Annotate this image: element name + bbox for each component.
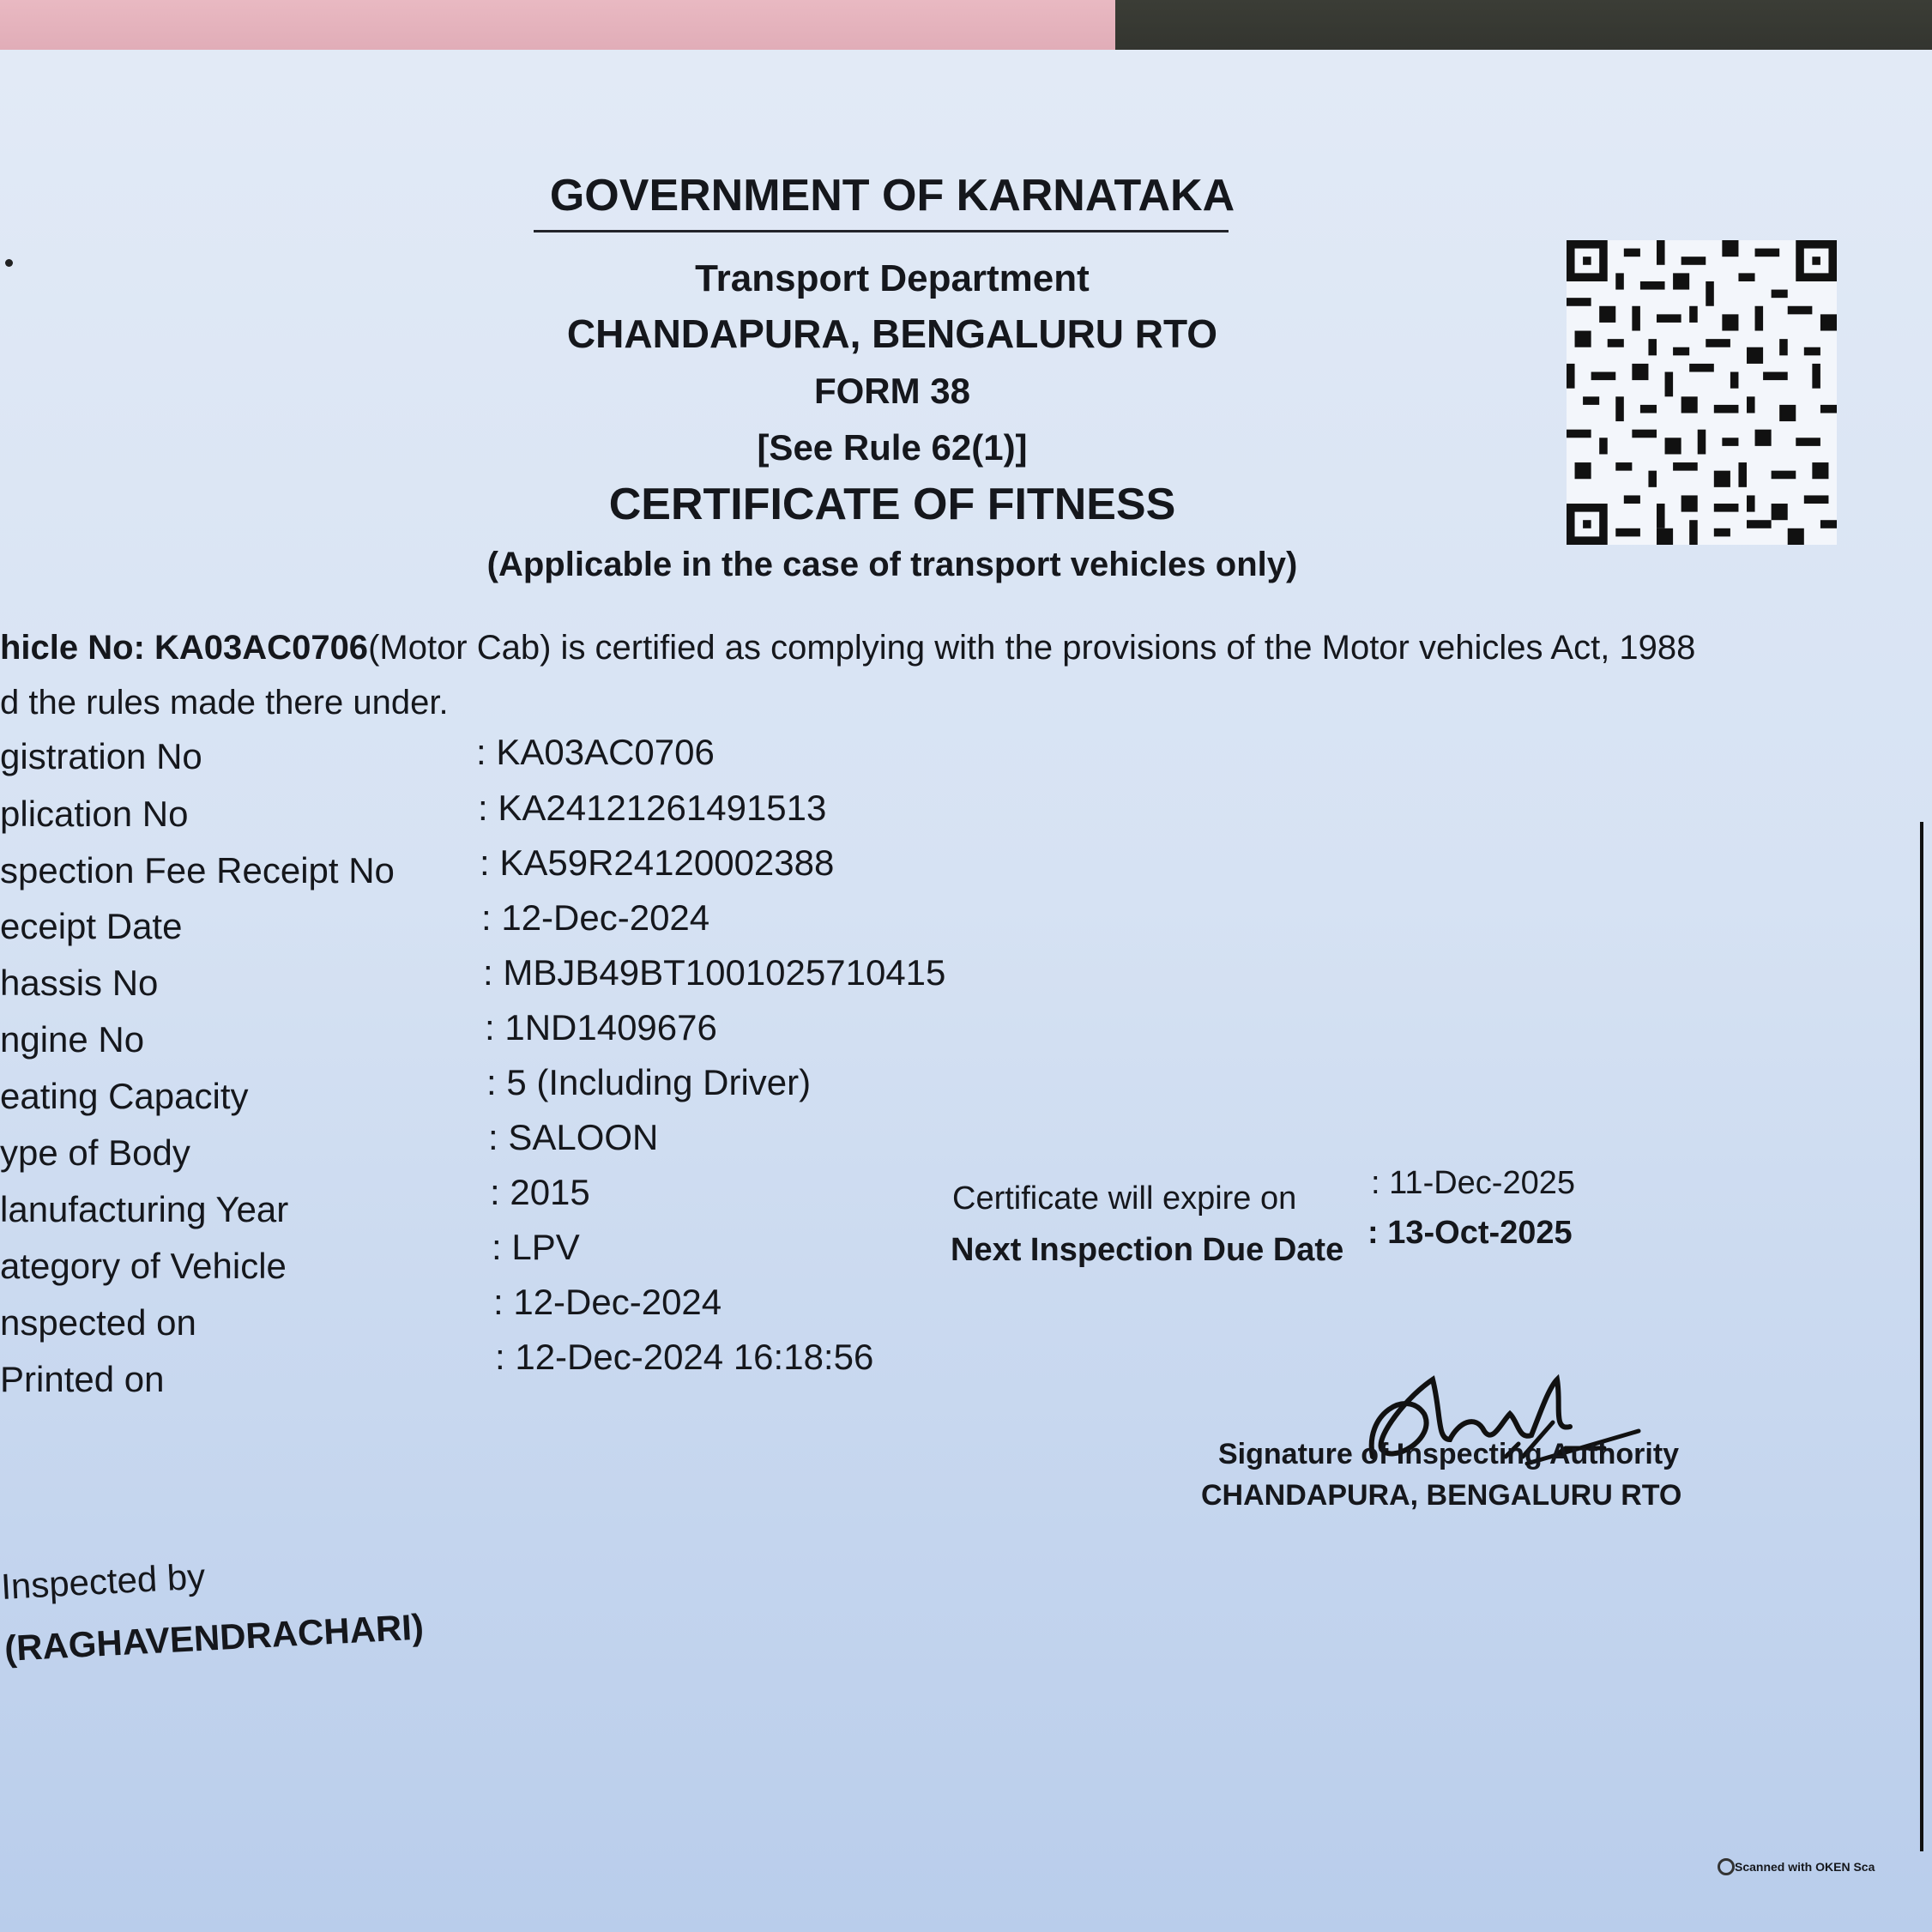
form-number: FORM 38	[813, 371, 971, 411]
field-label-engine-no: ngine No	[0, 1019, 145, 1060]
department-heading: Transport Department	[695, 257, 1090, 299]
certification-statement	[0, 620, 1767, 730]
statement-line-2: d the rules made there under.	[0, 684, 449, 721]
inspected-by-label: Inspected by	[0, 1555, 207, 1607]
field-label-inspection-fee-receipt-no: spection Fee Receipt No	[0, 850, 395, 891]
certificate-title: CERTIFICATE OF FITNESS	[608, 480, 1176, 529]
statement-line-1-rest: (Motor Cab) is certified as complying with the provisions of the Motor vehicles Act, 1988	[368, 629, 1696, 667]
inspector-name: (RAGHAVENDRACHARI)	[3, 1606, 425, 1669]
field-label-manufacturing-year: lanufacturing Year	[0, 1189, 289, 1229]
field-value-printed-on: : 12-Dec-2024 16:18:56	[495, 1337, 874, 1377]
field-value-engine-no: : 1ND1409676	[485, 1007, 717, 1048]
certificate-expiry-value: : 11-Dec-2025	[1371, 1165, 1575, 1201]
field-value-manufacturing-year: : 2015	[490, 1172, 590, 1212]
sheet-edge-shadow	[1920, 822, 1923, 1851]
scanner-watermark: Scanned with OKEN Sca	[1735, 1860, 1875, 1874]
field-value-chassis-no: : MBJB49BT100102571041​5	[483, 952, 946, 993]
signature-authority-office: CHANDAPURA, BENGALURU RTO	[1201, 1479, 1682, 1512]
field-label-inspected-on: nspected on	[0, 1302, 196, 1343]
office-heading: CHANDAPURA, BENGALURU RTO	[566, 311, 1218, 356]
field-label-chassis-no: hassis No	[0, 963, 159, 1003]
signature-authority-label: Signature of Inspecting Authority	[1218, 1438, 1680, 1470]
field-value-type-of-body: : SALOON	[488, 1117, 659, 1157]
vehicle-no-label: hicle No:	[0, 629, 155, 667]
vehicle-no-value: KA03AC0706	[154, 629, 369, 667]
scanner-logo-icon	[1718, 1858, 1735, 1875]
handwritten-signature	[1355, 1362, 1647, 1491]
certificate-sheet	[0, 50, 1932, 1932]
field-value-category-of-vehicle: : LPV	[492, 1227, 580, 1267]
field-value-registration-no: : KA03AC0706	[476, 732, 715, 772]
qr-code-icon	[1567, 240, 1837, 545]
field-value-receipt-date: : 12-Dec-2024	[481, 897, 710, 938]
field-label-printed-on: Printed on	[0, 1359, 165, 1399]
field-value-application-no: : KA24121261491513	[478, 788, 827, 828]
field-label-receipt-date: eceipt Date	[0, 906, 183, 946]
field-value-inspected-on: : 12-Dec-2024	[493, 1282, 722, 1322]
field-label-registration-no: gistration No	[0, 736, 202, 776]
government-heading: GOVERNMENT OF KARNATAKA	[549, 171, 1235, 220]
field-label-type-of-body: ype of Body	[0, 1132, 190, 1173]
next-inspection-label: Next Inspection Due Date	[951, 1232, 1344, 1268]
next-inspection-value: : 13-Oct-2025	[1367, 1215, 1573, 1251]
applicability-note: (Applicable in the case of transport vehicles only)	[486, 546, 1298, 583]
field-label-seating-capacity: eating Capacity	[0, 1076, 249, 1116]
field-label-application-no: plication No	[0, 794, 189, 834]
heading-underline	[534, 230, 1229, 232]
field-value-inspection-fee-receipt-no: : KA59R24120002388	[480, 842, 835, 883]
certificate-expiry-label: Certificate will expire on	[952, 1180, 1297, 1217]
field-label-category-of-vehicle: ategory of Vehicle	[0, 1246, 287, 1286]
statement-line-1	[0, 620, 1767, 675]
field-value-seating-capacity: : 5 (Including Driver)	[486, 1062, 812, 1102]
rule-reference: [See Rule 62(1)]	[757, 427, 1028, 468]
